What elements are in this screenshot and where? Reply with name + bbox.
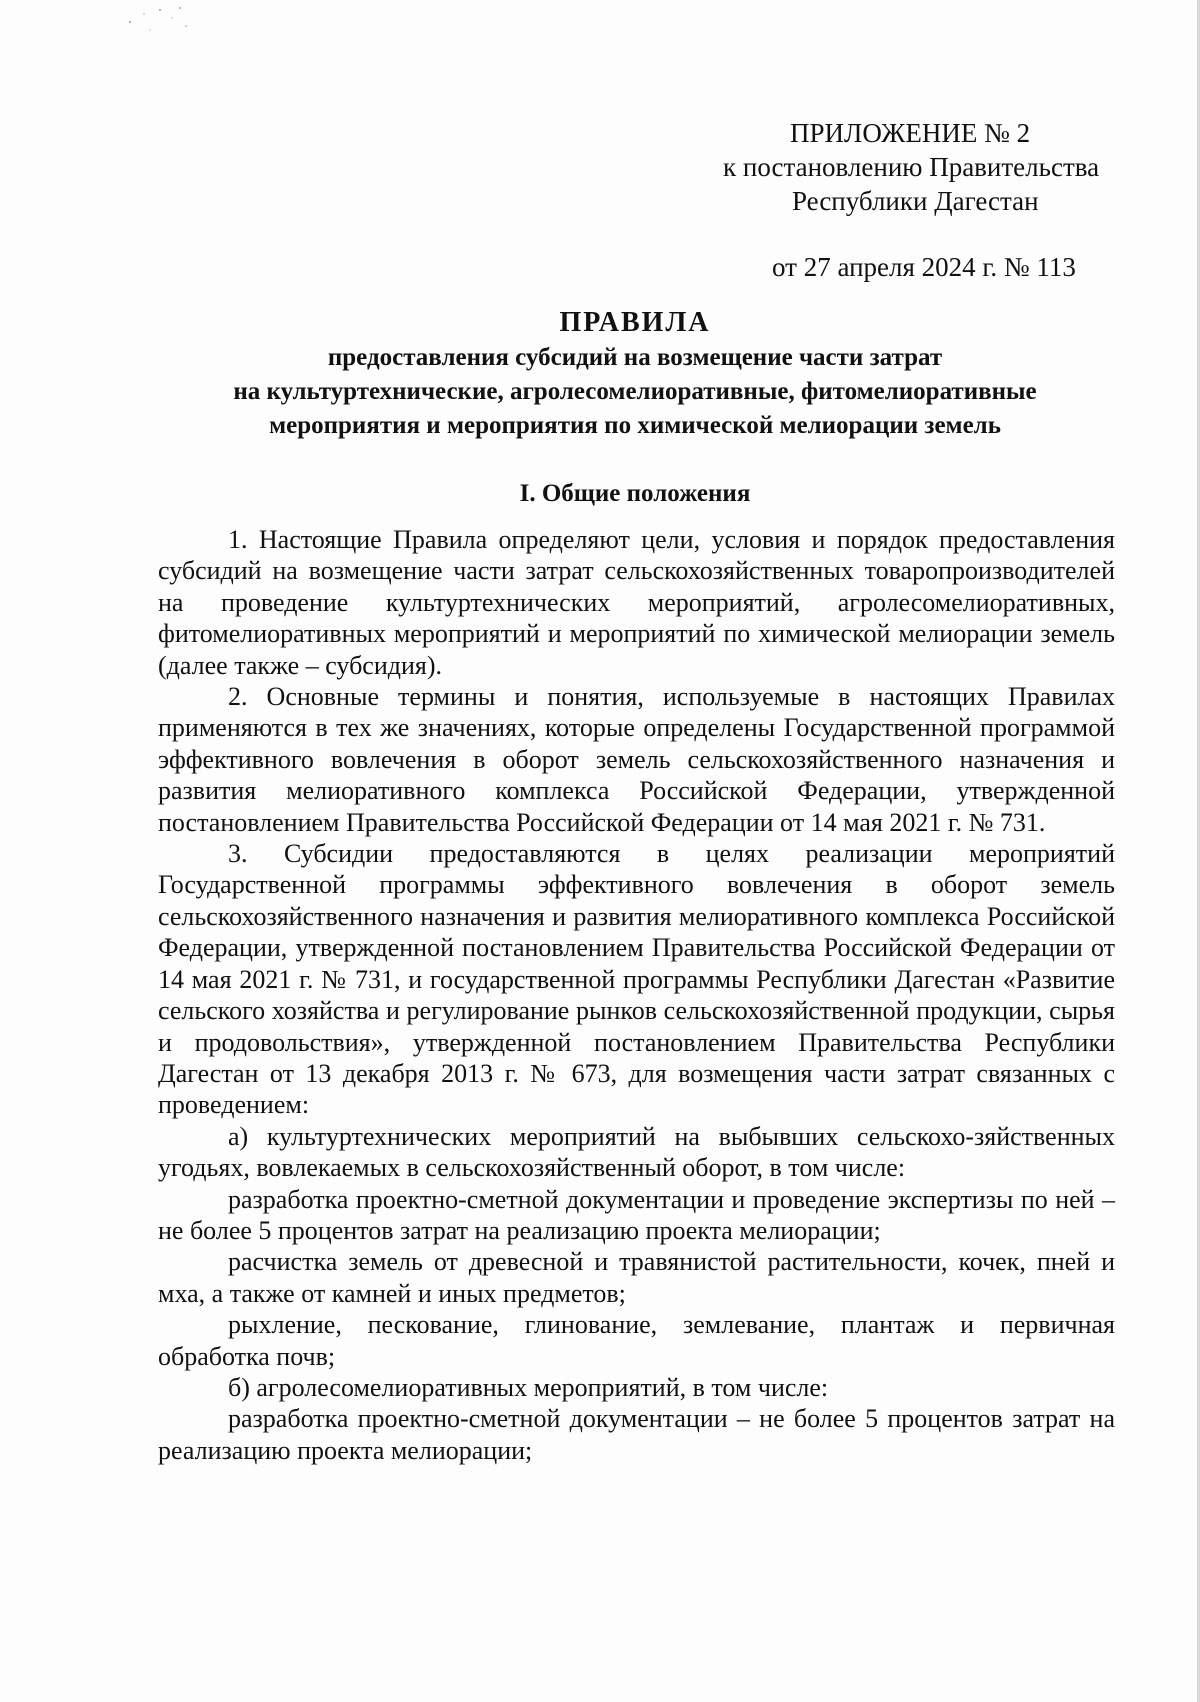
paragraph-1: 1. Настоящие Правила определяют цели, условия и порядок предоставления субсидий на возмещение части затрат сельскохозяйственных товаропроизводителей на проведение культуртехнических мероприятий, агролесомелиоративных, фитомелиоративных мероприятий и мероприятий по химической мелиорации земель (далее также – субсидия). [158, 525, 1115, 680]
scan-noise-marks [120, 4, 210, 44]
republic-name: Республики Дагестан [792, 186, 1039, 216]
section-heading: I. Общие положения [519, 480, 751, 507]
subtitle-line: предоставления субсидий на возмещение части затрат [327, 344, 943, 371]
appendix-number: ПРИЛОЖЕНИЕ № 2 [790, 118, 1031, 148]
subitem-b: б) агролесомелиоративных мероприятий, в том числе: [228, 1372, 829, 1402]
list-item: расчистка земель от древесной и травянистой растительности, кочек, пней и мха, а также от камней и иных предметов; [158, 1247, 1115, 1308]
subtitle-line: на культуртехнические, агролесомелиоративные, фитомелиоративные [233, 378, 1037, 405]
subtitle-line: мероприятия и мероприятия по химической мелиорации земель [269, 412, 1001, 439]
document-title: ПРАВИЛА [559, 307, 711, 338]
paragraph-2: 2. Основные термины и понятия, используемые в настоящих Правилах применяются в тех же значениях, которые определены Государственной программой эффективного вовлечения в оборот земель сельскохозяйственного назначения и развития мелиоративного комплекса Российской Федерации, утвержденной постановлением Правительства Российской Федерации от 14 мая 2021 г. № 731. [158, 682, 1115, 837]
resolution-reference: к постановлению Правительства [723, 152, 1100, 182]
subitem-a: а) культуртехнических мероприятий на выбывших сельскохо-зяйственных угодьях, вовлекаемых в сельскохозяйственный оборот, в том числе: [158, 1121, 1115, 1183]
approval-block [720, 116, 1130, 284]
document-heading [150, 305, 1120, 511]
resolution-date: от 27 апреля 2024 г. № 113 [772, 252, 1076, 282]
list-item: разработка проектно-сметной документации и проведение экспертизы по ней – не более 5 процентов затрат на реализацию проекта мелиорации; [158, 1184, 1115, 1245]
document-body [158, 524, 1115, 1466]
list-item: рыхление, пескование, глинование, землевание, плантаж и первичная обработка почв; [158, 1310, 1115, 1371]
list-item: разработка проектно-сметной документации – не более 5 процентов затрат на реализацию проекта мелиорации; [158, 1404, 1115, 1465]
paragraph-3: 3. Субсидии предоставляются в целях реализации мероприятий Государственной программы эффективного вовлечения в оборот земель сельскохозяйственного назначения и развития мелиоративного комплекса Российской Федерации, утвержденной постановлением Правительства Российской Федерации от 14 мая 2021 г. № 731, и государственной программы Республики Дагестан «Развитие сельского хозяйства и регулирование рынков сельскохозяйственной продукции, сырья и продовольствия», утвержденной постановлением Правительства Республики Дагестан от 13 декабря 2013 г. № 673, для возмещения части затрат связанных с проведением: [158, 839, 1115, 1120]
